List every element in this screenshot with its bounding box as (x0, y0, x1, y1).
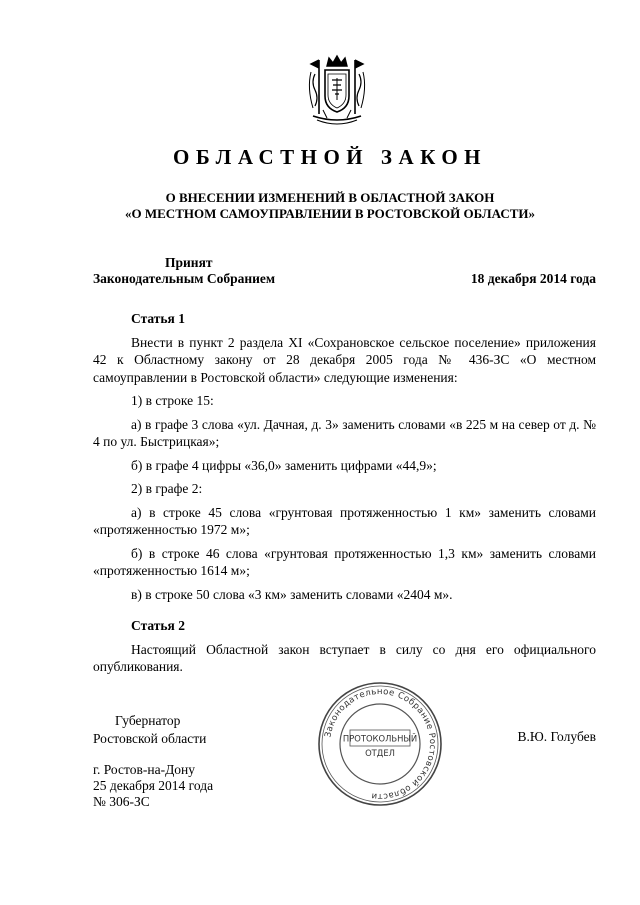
signatory-name: В.Ю. Голубев (517, 729, 596, 744)
place-date-number (93, 762, 213, 810)
article-1-item: б) в строке 46 слова «грунтовая протяженностью 1,3 км» заменить словами «протяженностью 1614 м»; (93, 545, 596, 578)
article-1-item: 2) в графе 2: (131, 481, 203, 496)
stamp-icon (316, 680, 444, 808)
adopted-by: Законодательным Собранием (93, 271, 276, 286)
title-line-1: О ВНЕСЕНИИ ИЗМЕНЕНИЙ В ОБЛАСТНОЙ ЗАКОН (165, 190, 495, 205)
article-2-heading: Статья 2 (131, 618, 185, 633)
article-1-item: б) в графе 4 цифры «36,0» заменить цифрами «44,9»; (131, 457, 437, 473)
article-1-item: а) в строке 45 слова «грунтовая протяженностью 1 км» заменить словами «протяженностью 1972 м»; (93, 504, 596, 537)
article-1-intro: Внести в пункт 2 раздела XI «Сохрановское сельское поселение» приложения 42 к Областному закону от 28 декабря 2005 года № 436-ЗС «О местном самоуправлении в Ростовской области» следующие изменения: (93, 334, 596, 385)
article-1-item: в) в строке 50 слова «3 км» заменить словами «2404 м». (131, 586, 453, 602)
law-number: № 306-ЗС (93, 794, 150, 809)
article-1-heading: Статья 1 (131, 311, 185, 326)
place-city: г. Ростов-на-Дону (93, 762, 196, 777)
signing-date: 25 декабря 2014 года (93, 778, 214, 793)
signatory-block (93, 712, 206, 747)
adoption-date: 18 декабря 2014 года (470, 271, 596, 286)
stamp-inner-line-1: ПРОТОКОЛЬНЫЙ (342, 733, 418, 744)
document-title (0, 190, 640, 222)
article-1-item: 1) в строке 15: (131, 393, 214, 408)
stamp-inner-line-2: ОТДЕЛ (365, 748, 395, 758)
signatory-position-line-1: Губернатор (115, 713, 181, 728)
title-line-2: «О МЕСТНОМ САМОУПРАВЛЕНИИ В РОСТОВСКОЙ ОБЛАСТИ» (125, 206, 535, 221)
article-2-text: Настоящий Областной закон вступает в силу со дня его официального опубликования. (93, 641, 596, 674)
signatory-position-line-2: Ростовской области (93, 730, 207, 746)
document-type: ОБЛАСТНОЙ ЗАКОН (172, 145, 487, 169)
law-body (93, 310, 596, 676)
stamp-outer-text: Законодательное Собрание Ростовской области (323, 686, 438, 802)
article-1-item: а) в графе 3 слова «ул. Дачная, д. 3» заменить словами «в 225 м на север от д. № 4 по ул. Быстрицкая»; (93, 416, 596, 449)
adopted-label: Принят (165, 255, 213, 270)
coat-of-arms-icon (297, 52, 377, 132)
